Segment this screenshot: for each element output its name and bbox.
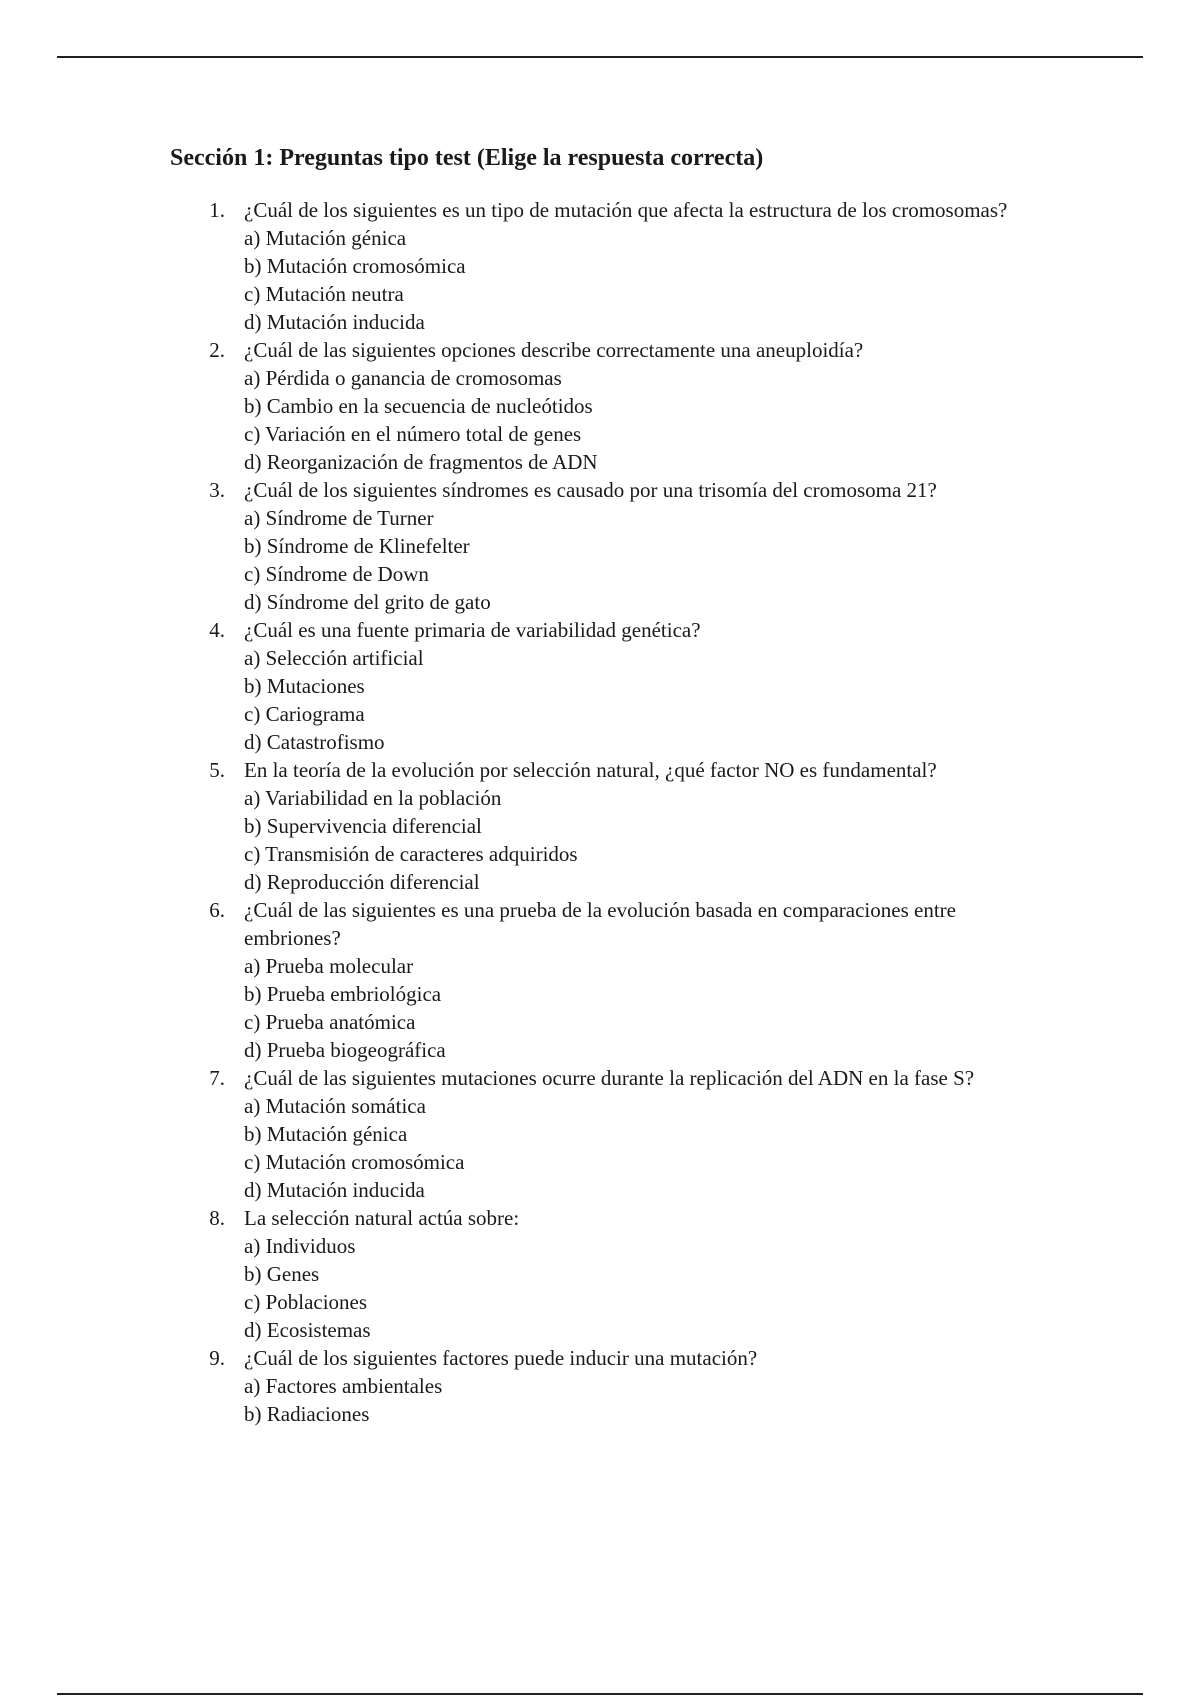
question-number: 1. <box>209 198 225 222</box>
answer-option: a) Síndrome de Turner <box>244 506 434 530</box>
question-number: 9. <box>209 1346 225 1370</box>
question-number: 7. <box>209 1066 225 1090</box>
document-content <box>170 142 1030 1428</box>
question-number: 2. <box>209 338 225 362</box>
answer-option: b) Síndrome de Klinefelter <box>244 534 470 558</box>
question-body <box>244 476 1030 616</box>
question-item <box>170 476 1030 616</box>
question-item <box>170 1064 1030 1204</box>
answer-option: a) Mutación génica <box>244 226 407 250</box>
question-text: En la teoría de la evolución por selección natural, ¿qué factor NO es fundamental? <box>244 758 937 782</box>
answer-options <box>244 1232 1030 1344</box>
answer-option: b) Cambio en la secuencia de nucleótidos <box>244 394 593 418</box>
answer-option: d) Reorganización de fragmentos de ADN <box>244 450 598 474</box>
answer-options <box>244 224 1030 336</box>
answer-option: c) Prueba anatómica <box>244 1010 416 1034</box>
answer-option: b) Mutación cromosómica <box>244 254 466 278</box>
answer-option: a) Individuos <box>244 1234 356 1258</box>
answer-option: c) Síndrome de Down <box>244 562 429 586</box>
answer-option: b) Mutaciones <box>244 674 365 698</box>
question-text: ¿Cuál de las siguientes mutaciones ocurre durante la replicación del ADN en la fase S? <box>244 1066 975 1090</box>
question-item <box>170 196 1030 336</box>
question-number: 6. <box>209 898 225 922</box>
answer-option: d) Reproducción diferencial <box>244 870 480 894</box>
question-item <box>170 1204 1030 1344</box>
question-body <box>244 196 1030 336</box>
bottom-rule <box>57 1693 1143 1695</box>
question-body <box>244 1204 1030 1344</box>
answer-option: a) Factores ambientales <box>244 1374 443 1398</box>
question-number: 8. <box>209 1206 225 1230</box>
question-list <box>170 196 1030 1428</box>
answer-option: d) Prueba biogeográfica <box>244 1038 446 1062</box>
answer-options <box>244 1372 1030 1428</box>
question-text: ¿Cuál de los siguientes síndromes es causado por una trisomía del cromosoma 21? <box>244 478 937 502</box>
answer-options <box>244 644 1030 756</box>
question-body <box>244 616 1030 756</box>
question-item <box>170 896 1030 1064</box>
answer-option: c) Mutación cromosómica <box>244 1150 465 1174</box>
top-rule <box>57 56 1143 58</box>
answer-option: d) Mutación inducida <box>244 310 425 334</box>
question-text: ¿Cuál de las siguientes es una prueba de la evolución basada en comparaciones entre embriones? <box>244 898 956 950</box>
answer-option: d) Ecosistemas <box>244 1318 371 1342</box>
answer-options <box>244 504 1030 616</box>
question-number: 5. <box>209 758 225 782</box>
answer-option: c) Mutación neutra <box>244 282 404 306</box>
question-item <box>170 756 1030 896</box>
answer-option: b) Radiaciones <box>244 1402 370 1426</box>
question-text: ¿Cuál de los siguientes es un tipo de mutación que afecta la estructura de los cromosomas? <box>244 198 1008 222</box>
answer-option: d) Mutación inducida <box>244 1178 425 1202</box>
question-item <box>170 616 1030 756</box>
answer-option: b) Prueba embriológica <box>244 982 442 1006</box>
question-item <box>170 1344 1030 1428</box>
answer-option: d) Catastrofismo <box>244 730 385 754</box>
question-text: La selección natural actúa sobre: <box>244 1206 520 1230</box>
answer-option: a) Prueba molecular <box>244 954 414 978</box>
answer-options <box>244 952 1030 1064</box>
answer-option: b) Supervivencia diferencial <box>244 814 482 838</box>
answer-options <box>244 784 1030 896</box>
answer-options <box>244 364 1030 476</box>
answer-option: b) Genes <box>244 1262 320 1286</box>
answer-option: d) Síndrome del grito de gato <box>244 590 491 614</box>
section-title: Sección 1: Preguntas tipo test (Elige la respuesta correcta) <box>170 145 764 171</box>
answer-option: a) Selección artificial <box>244 646 424 670</box>
question-body <box>244 1344 1030 1428</box>
answer-options <box>244 1092 1030 1204</box>
answer-option: a) Pérdida o ganancia de cromosomas <box>244 366 562 390</box>
question-number: 3. <box>209 478 225 502</box>
question-item <box>170 336 1030 476</box>
question-text: ¿Cuál de las siguientes opciones describe correctamente una aneuploidía? <box>244 338 864 362</box>
answer-option: c) Transmisión de caracteres adquiridos <box>244 842 578 866</box>
question-text: ¿Cuál es una fuente primaria de variabilidad genética? <box>244 618 701 642</box>
answer-option: a) Variabilidad en la población <box>244 786 502 810</box>
answer-option: a) Mutación somática <box>244 1094 426 1118</box>
question-body <box>244 756 1030 896</box>
answer-option: c) Poblaciones <box>244 1290 368 1314</box>
answer-option: b) Mutación génica <box>244 1122 408 1146</box>
answer-option: c) Variación en el número total de genes <box>244 422 582 446</box>
question-number: 4. <box>209 618 225 642</box>
question-body <box>244 896 1030 1064</box>
question-body <box>244 1064 1030 1204</box>
answer-option: c) Cariograma <box>244 702 365 726</box>
question-body <box>244 336 1030 476</box>
question-text: ¿Cuál de los siguientes factores puede inducir una mutación? <box>244 1346 758 1370</box>
